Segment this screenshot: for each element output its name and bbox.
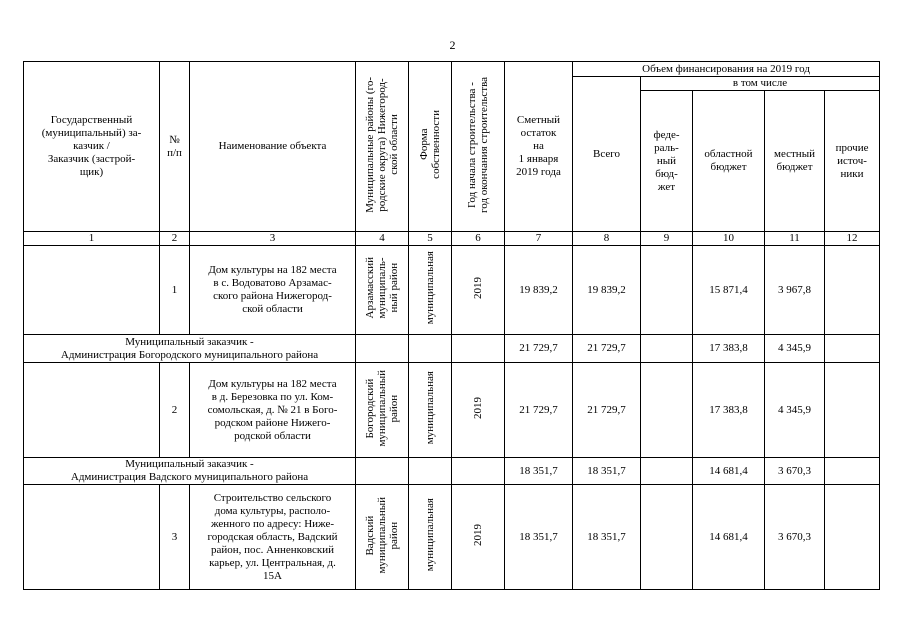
page-number: 2	[449, 38, 456, 52]
total-cell: 19 839,2	[573, 246, 641, 335]
total-cell: 18 351,7	[573, 485, 641, 590]
estimate-cell: 21 729,7	[505, 335, 573, 363]
column-number: 7	[505, 232, 573, 246]
local-cell: 4 345,9	[765, 363, 825, 458]
customer-name: Муниципальный заказчик - Администрация Вадского муниципального района	[24, 458, 356, 485]
federal-cell	[641, 246, 693, 335]
header-other: прочие источ- ники	[825, 91, 880, 232]
column-number: 2	[160, 232, 190, 246]
district-cell	[356, 335, 409, 363]
header-including: в том числе	[641, 77, 880, 91]
header-object-name: Наименование объекта	[190, 62, 356, 232]
customer-cell	[24, 485, 160, 590]
year-cell	[452, 335, 505, 363]
object-name: Строительство сельского дома культуры, располо- женного по адресу: Ниже- городская область, Вадский район, пос. Анненковский карьер, ул. Центральная, д. 15А	[190, 485, 356, 590]
column-numbers-row	[24, 232, 880, 246]
table-row	[24, 363, 880, 458]
object-name: Дом культуры на 182 места в д. Березовка по ул. Ком- сомольская, д. № 21 в Бого- родском районе Нижего- родской области	[190, 363, 356, 458]
column-number: 5	[409, 232, 452, 246]
table-row	[24, 458, 880, 485]
ownership-cell	[409, 335, 452, 363]
header-regional: областной бюджет	[693, 91, 765, 232]
table-row	[24, 246, 880, 335]
row-number: 3	[160, 485, 190, 590]
header-funding-group: Объем финансирования на 2019 год	[573, 62, 880, 77]
regional-cell: 14 681,4	[693, 485, 765, 590]
regional-cell: 17 383,8	[693, 335, 765, 363]
total-cell: 18 351,7	[573, 458, 641, 485]
year-cell: 2019	[452, 485, 505, 590]
column-number: 10	[693, 232, 765, 246]
header-customer: Государственный (муниципальный) за- казчик / Заказчик (застрой- щик)	[24, 62, 160, 232]
column-number: 9	[641, 232, 693, 246]
column-number: 11	[765, 232, 825, 246]
header-district: Муниципальные районы (го- родские округа) Нижегород- ской области	[356, 62, 409, 232]
ownership-cell: муниципальная	[409, 246, 452, 335]
estimate-cell: 19 839,2	[505, 246, 573, 335]
column-number: 1	[24, 232, 160, 246]
regional-cell: 15 871,4	[693, 246, 765, 335]
row-number: 1	[160, 246, 190, 335]
ownership-cell: муниципальная	[409, 363, 452, 458]
header-estimate: Сметный остаток на 1 января 2019 года	[505, 62, 573, 232]
header-total: Всего	[573, 77, 641, 232]
total-cell: 21 729,7	[573, 363, 641, 458]
district-cell: Вадский муниципальный район	[356, 485, 409, 590]
header-federal: феде- раль- ный бюд- жет	[641, 91, 693, 232]
local-cell: 3 670,3	[765, 458, 825, 485]
estimate-cell: 21 729,7	[505, 363, 573, 458]
other-cell	[825, 335, 880, 363]
header-ownership: Форма собственности	[409, 62, 452, 232]
regional-cell: 17 383,8	[693, 363, 765, 458]
customer-cell	[24, 246, 160, 335]
header-no: № п/п	[160, 62, 190, 232]
object-name: Дом культуры на 182 места в с. Водоватово Арзамас- ского района Нижегород- ской области	[190, 246, 356, 335]
local-cell: 4 345,9	[765, 335, 825, 363]
regional-cell: 14 681,4	[693, 458, 765, 485]
federal-cell	[641, 485, 693, 590]
other-cell	[825, 363, 880, 458]
ownership-cell	[409, 458, 452, 485]
column-number: 3	[190, 232, 356, 246]
financing-table	[23, 61, 880, 590]
ownership-cell: муниципальная	[409, 485, 452, 590]
district-cell: Арзамасский муниципаль- ный район	[356, 246, 409, 335]
total-cell: 21 729,7	[573, 335, 641, 363]
local-cell: 3 670,3	[765, 485, 825, 590]
year-cell: 2019	[452, 246, 505, 335]
row-number: 2	[160, 363, 190, 458]
year-cell: 2019	[452, 363, 505, 458]
column-number: 8	[573, 232, 641, 246]
table-row	[24, 485, 880, 590]
federal-cell	[641, 458, 693, 485]
estimate-cell: 18 351,7	[505, 485, 573, 590]
column-number: 4	[356, 232, 409, 246]
year-cell	[452, 458, 505, 485]
customer-cell	[24, 363, 160, 458]
column-number: 6	[452, 232, 505, 246]
other-cell	[825, 485, 880, 590]
header-local: местный бюджет	[765, 91, 825, 232]
table-row	[24, 335, 880, 363]
estimate-cell: 18 351,7	[505, 458, 573, 485]
district-cell	[356, 458, 409, 485]
other-cell	[825, 246, 880, 335]
other-cell	[825, 458, 880, 485]
federal-cell	[641, 335, 693, 363]
header-years: Год начала строительства - год окончания строительства	[452, 62, 505, 232]
district-cell: Богородский муниципальный район	[356, 363, 409, 458]
column-number: 12	[825, 232, 880, 246]
customer-name: Муниципальный заказчик - Администрация Богородского муниципального района	[24, 335, 356, 363]
local-cell: 3 967,8	[765, 246, 825, 335]
federal-cell	[641, 363, 693, 458]
